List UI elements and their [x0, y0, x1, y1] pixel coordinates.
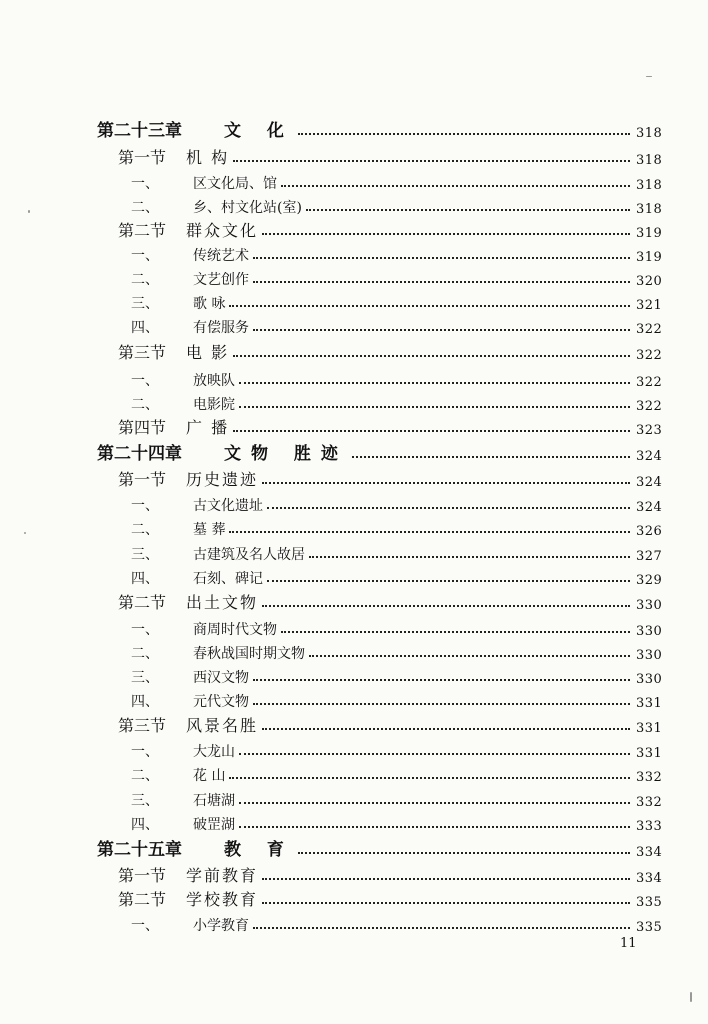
- toc-entry-sub: [0, 737, 708, 761]
- toc-entry-page: 335: [636, 920, 663, 935]
- toc-entry-page: 335: [636, 895, 663, 910]
- toc-entry-label: [131, 519, 225, 539]
- toc-entry-number: 二、: [131, 768, 159, 784]
- toc-entry-page: 326: [636, 524, 663, 539]
- toc-entry-label: [131, 765, 225, 785]
- toc-entry-page: 330: [636, 624, 663, 639]
- toc-entry-title: 西汉文物: [193, 670, 249, 686]
- toc-entry-sub: [0, 810, 708, 834]
- toc-entry-page: 332: [636, 770, 663, 785]
- toc-entry-label: [118, 340, 229, 363]
- toc-entry-number: 一、: [131, 176, 159, 192]
- scan-speck: [690, 992, 692, 1002]
- toc-entry-number: 一、: [131, 918, 159, 934]
- toc-entry-title: 古建筑及名人故居: [193, 547, 305, 563]
- toc-entry-number: 二、: [131, 397, 159, 413]
- toc-entry-page: 322: [636, 348, 663, 363]
- dot-leader: [298, 851, 630, 854]
- toc-entry-label: [118, 145, 229, 168]
- dot-leader: [267, 506, 630, 509]
- toc-entry-title: 传统艺术: [193, 248, 249, 264]
- toc-entry-sub: [0, 663, 708, 687]
- dot-leader: [239, 381, 630, 384]
- toc-entry-page: 318: [636, 153, 663, 168]
- dot-leader: [262, 604, 630, 607]
- toc-entry-number: 第一节: [118, 866, 167, 885]
- toc-entry-title: 历史遗迹: [186, 470, 259, 489]
- dot-leader: [352, 455, 630, 458]
- toc-entry-number: 第二十三章: [97, 121, 182, 141]
- dot-leader: [253, 328, 630, 331]
- toc-entry-label: [131, 544, 305, 564]
- toc-entry-sub: [0, 615, 708, 639]
- toc-entry-number: 三、: [131, 547, 159, 563]
- toc-entry-title: 破罡湖: [193, 817, 235, 833]
- toc-entry-number: 四、: [131, 320, 159, 336]
- toc-entry-label: [118, 713, 258, 736]
- toc-entry-page: 331: [636, 746, 663, 761]
- toc-entry-page: 323: [636, 423, 663, 438]
- toc-entry-sub: [0, 687, 708, 711]
- toc-entry-number: 第二节: [118, 593, 167, 612]
- toc-entry-page: 319: [636, 250, 663, 265]
- toc-entry-page: 321: [636, 298, 663, 313]
- toc-entry-title: 电影院: [193, 397, 235, 413]
- toc-entry-section: [0, 862, 708, 886]
- toc-entry-page: 322: [636, 375, 663, 390]
- toc-entry-label: [97, 835, 294, 860]
- toc-entry-number: 第二节: [118, 221, 167, 240]
- toc-entry-label: [131, 394, 235, 414]
- toc-entry-page: 324: [636, 475, 663, 490]
- toc-entry-sub: [0, 761, 708, 785]
- dot-leader: [262, 877, 630, 880]
- toc-entry-title: 墓 葬: [193, 522, 226, 538]
- toc-entry-label: [131, 814, 235, 834]
- toc-entry-sub: [0, 169, 708, 193]
- toc-entry-label: [131, 370, 235, 390]
- toc-entry-label: [131, 741, 235, 761]
- dot-leader: [309, 555, 630, 558]
- toc-entry-number: 第四节: [118, 418, 167, 437]
- toc-entry-label: [131, 317, 249, 337]
- toc-entry-title: 乡、村文化站(室): [193, 200, 302, 216]
- toc-entry-title: 风景名胜: [186, 716, 259, 735]
- dot-leader: [298, 132, 630, 135]
- dot-leader: [253, 678, 630, 681]
- dot-leader: [233, 159, 630, 162]
- toc-entry-sub: [0, 515, 708, 539]
- dot-leader: [262, 232, 630, 235]
- dot-leader: [239, 752, 630, 755]
- toc-entry-title: 电 影: [186, 343, 230, 362]
- toc-entry-section: [0, 589, 708, 613]
- dot-leader: [309, 654, 630, 657]
- toc-entry-sub: [0, 491, 708, 515]
- dot-leader: [253, 926, 630, 929]
- dot-leader: [239, 825, 630, 828]
- toc-entry-sub: [0, 911, 708, 935]
- toc-entry-page: 334: [636, 871, 663, 886]
- toc-entry-label: [118, 467, 258, 490]
- dot-leader: [262, 727, 630, 730]
- toc-entry-label: [131, 790, 235, 810]
- page-number: 11: [620, 936, 637, 951]
- toc-entry-chapter: [0, 440, 708, 464]
- toc-entry-page: 333: [636, 819, 663, 834]
- toc-entry-title: 出土文物: [186, 593, 259, 612]
- toc-entry-section: [0, 886, 708, 910]
- toc-entry-title: 石塘湖: [193, 793, 235, 809]
- toc-entry-label: [118, 415, 229, 438]
- toc-entry-page: 331: [636, 696, 663, 711]
- toc-entry-title: 小学教育: [193, 918, 249, 934]
- toc-entry-number: 三、: [131, 670, 159, 686]
- toc-entry-label: [131, 915, 249, 935]
- toc-entry-page: 330: [636, 648, 663, 663]
- toc-entry-sub: [0, 390, 708, 414]
- dot-leader: [253, 702, 630, 705]
- toc-entry-page: 318: [636, 126, 663, 141]
- toc-entry-number: 四、: [131, 817, 159, 833]
- toc-entry-number: 第二节: [118, 890, 167, 909]
- dot-leader: [239, 405, 630, 408]
- toc-entry-title: 放映队: [193, 373, 235, 389]
- toc-entry-sub: [0, 313, 708, 337]
- toc-entry-label: [97, 116, 294, 141]
- toc-entry-page: 320: [636, 274, 663, 289]
- toc-entry-label: [131, 568, 263, 588]
- toc-entry-label: [131, 269, 249, 289]
- toc-entry-label: [131, 197, 302, 217]
- toc-entry-number: 第一节: [118, 148, 167, 167]
- toc-entry-title: 学校教育: [186, 890, 259, 909]
- toc-entry-sub: [0, 289, 708, 313]
- toc-entry-page: 318: [636, 202, 663, 217]
- scan-speck: [646, 76, 652, 77]
- dot-leader: [233, 354, 630, 357]
- toc-entry-number: 第一节: [118, 470, 167, 489]
- toc-entry-number: 三、: [131, 793, 159, 809]
- dot-leader: [262, 481, 630, 484]
- toc-entry-section: [0, 339, 708, 363]
- toc-entry-title: 春秋战国时期文物: [193, 646, 305, 662]
- toc-entry-number: 二、: [131, 200, 159, 216]
- toc-entry-title: 文艺创作: [193, 272, 249, 288]
- toc-entry-sub: [0, 540, 708, 564]
- toc-entry-section: [0, 414, 708, 438]
- dot-leader: [267, 579, 630, 582]
- toc-entry-number: 二、: [131, 522, 159, 538]
- dot-leader: [229, 304, 630, 307]
- toc-entry-title: 广 播: [186, 418, 230, 437]
- toc-entry-chapter: [0, 117, 708, 141]
- toc-entry-section: [0, 144, 708, 168]
- toc-entry-title: 学前教育: [186, 866, 259, 885]
- toc-entry-number: 一、: [131, 248, 159, 264]
- toc-entry-number: 一、: [131, 744, 159, 760]
- toc-entry-label: [118, 218, 258, 241]
- toc-entry-label: [131, 293, 225, 313]
- toc-entry-page: 324: [636, 449, 663, 464]
- toc-entry-number: 四、: [131, 571, 159, 587]
- dot-leader: [281, 630, 630, 633]
- toc-entry-number: 三、: [131, 296, 159, 312]
- toc-entry-title: 文物 胜迹: [224, 444, 348, 464]
- dot-leader: [229, 530, 630, 533]
- toc-entry-number: 二、: [131, 272, 159, 288]
- toc-entry-sub: [0, 639, 708, 663]
- toc-entry-page: 327: [636, 549, 663, 564]
- scan-speck: [24, 532, 26, 534]
- toc-entry-number: 第三节: [118, 343, 167, 362]
- toc-entry-sub: [0, 786, 708, 810]
- toc-entry-title: 商周时代文物: [193, 622, 277, 638]
- toc-entry-page: 332: [636, 795, 663, 810]
- dot-leader: [253, 256, 630, 259]
- toc-entry-label: [131, 245, 249, 265]
- toc-entry-number: 一、: [131, 622, 159, 638]
- dot-leader: [253, 280, 630, 283]
- toc-entry-label: [131, 667, 249, 687]
- toc-entry-label: [131, 643, 305, 663]
- toc-entry-title: 石刻、碑记: [193, 571, 263, 587]
- toc-entry-page: 319: [636, 226, 663, 241]
- toc-entry-sub: [0, 241, 708, 265]
- toc-entry-section: [0, 712, 708, 736]
- toc-entry-title: 群众文化: [186, 221, 259, 240]
- toc-entry-title: 花 山: [193, 768, 226, 784]
- toc-entry-title: 教 育: [224, 840, 294, 860]
- toc-entry-number: 一、: [131, 498, 159, 514]
- toc-entry-page: 318: [636, 178, 663, 193]
- toc-entry-number: 一、: [131, 373, 159, 389]
- toc-entry-section: [0, 217, 708, 241]
- toc-entry-page: 330: [636, 672, 663, 687]
- dot-leader: [262, 901, 630, 904]
- toc-entry-label: [131, 619, 277, 639]
- scan-speck: [28, 210, 30, 213]
- toc-entry-label: [131, 495, 263, 515]
- toc-entry-title: 机 构: [186, 148, 230, 167]
- toc-entry-title: 区文化局、馆: [193, 176, 277, 192]
- dot-leader: [233, 429, 630, 432]
- toc-entry-title: 古文化遗址: [193, 498, 263, 514]
- toc-entry-title: 文 化: [224, 121, 294, 141]
- toc-entry-number: 四、: [131, 694, 159, 710]
- toc-entry-sub: [0, 265, 708, 289]
- toc-entry-sub: [0, 366, 708, 390]
- toc-entry-number: 第二十五章: [97, 840, 182, 860]
- toc-entry-label: [131, 691, 249, 711]
- toc-entry-label: [118, 887, 258, 910]
- dot-leader: [306, 208, 630, 211]
- dot-leader: [281, 184, 630, 187]
- toc-entry-page: 329: [636, 573, 663, 588]
- toc-entry-number: 二、: [131, 646, 159, 662]
- toc-entry-sub: [0, 193, 708, 217]
- dot-leader: [229, 776, 630, 779]
- toc-entry-label: [97, 439, 348, 464]
- toc-entry-chapter: [0, 836, 708, 860]
- dot-leader: [239, 801, 630, 804]
- toc-entry-section: [0, 466, 708, 490]
- toc-entry-page: 322: [636, 322, 663, 337]
- toc-entry-page: 322: [636, 399, 663, 414]
- toc-entry-page: 331: [636, 721, 663, 736]
- toc-entry-label: [131, 173, 277, 193]
- toc-entry-number: 第二十四章: [97, 444, 182, 464]
- toc-entry-page: 334: [636, 845, 663, 860]
- toc-entry-title: 大龙山: [193, 744, 235, 760]
- toc-entry-page: 330: [636, 598, 663, 613]
- toc-entry-title: 有偿服务: [193, 320, 249, 336]
- toc-entry-title: 歌 咏: [193, 296, 226, 312]
- toc-entry-number: 第三节: [118, 716, 167, 735]
- toc-entry-label: [118, 590, 258, 613]
- toc-entry-page: 324: [636, 500, 663, 515]
- toc-entry-title: 元代文物: [193, 694, 249, 710]
- toc-entry-label: [118, 863, 258, 886]
- toc-entry-sub: [0, 564, 708, 588]
